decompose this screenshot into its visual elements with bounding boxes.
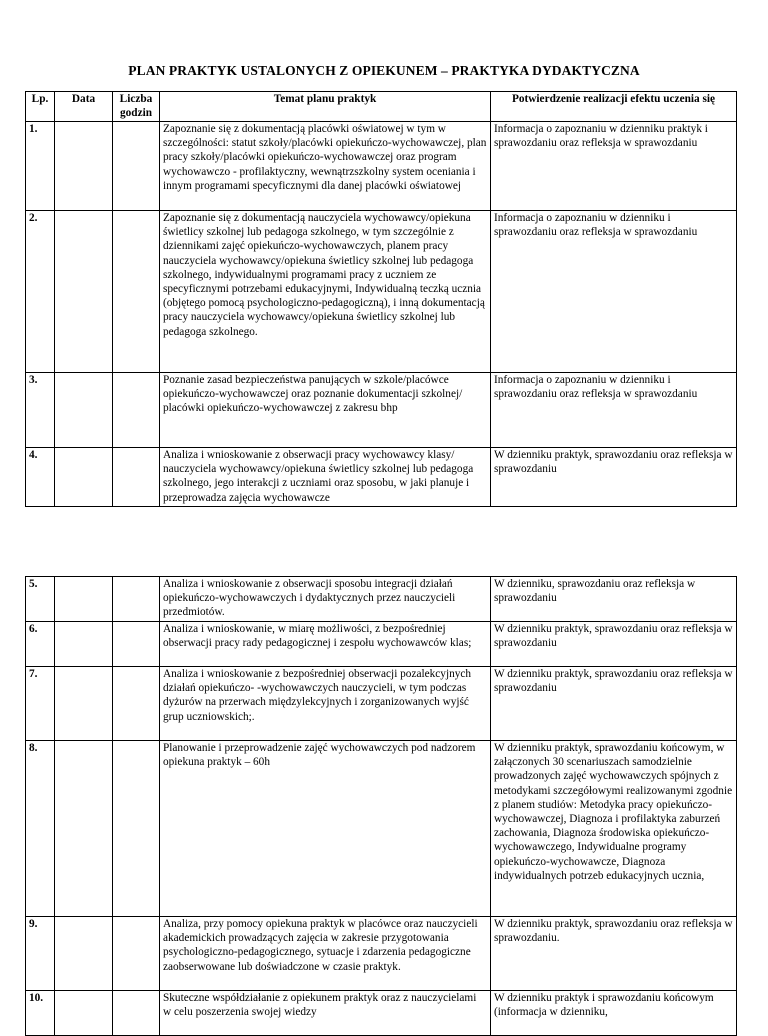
date-cell: [55, 622, 113, 667]
confirmation-cell: W dzienniku, sprawozdaniu oraz refleksja w sprawozdaniu: [491, 577, 737, 622]
hours-cell: [113, 373, 160, 448]
topic-cell: Skuteczne współdziałanie z opiekunem praktyk oraz z nauczycielami w celu poszerzenia swojej wiedzy: [160, 991, 491, 1036]
table-row: [26, 211, 737, 373]
header-lp: Lp.: [26, 92, 55, 122]
hours-cell: [113, 211, 160, 373]
table-row: [26, 622, 737, 667]
date-cell: [55, 577, 113, 622]
date-cell: [55, 373, 113, 448]
topic-cell: Analiza i wnioskowanie, w miarę możliwości, z bezpośredniej obserwacji pracy rady pedagogicznej i zespołu wychowawców klas;: [160, 622, 491, 667]
row-number: 3.: [26, 373, 55, 448]
hours-cell: [113, 741, 160, 917]
table-row: [26, 122, 737, 211]
date-cell: [55, 917, 113, 991]
row-number: 4.: [26, 448, 55, 507]
table-row: [26, 741, 737, 917]
table-header-row: [26, 92, 737, 122]
confirmation-cell: W dzienniku praktyk, sprawozdaniu oraz refleksja w sprawozdaniu: [491, 448, 737, 507]
header-hours: Liczba godzin: [113, 92, 160, 122]
table-row: [26, 917, 737, 991]
confirmation-cell: W dzienniku praktyk, sprawozdaniu oraz refleksja w sprawozdaniu: [491, 622, 737, 667]
row-number: 6.: [26, 622, 55, 667]
table-row: [26, 373, 737, 448]
topic-cell: Zapoznanie się z dokumentacją nauczyciela wychowawcy/opiekuna świetlicy szkolnej lub pedagoga szkolnego, w tym szczególnie z dziennikami zajęć opiekuńczo-wychowawczych, planem pracy nauczyciela wychowawcy/opiekuna świetlicy szkolnej lub pedagoga szkolnego, indywidualnymi programami pracy z uczniem ze specyficznymi potrzebami edukacyjnymi, Indywidualną teczką ucznia (objętego pomocą psychologiczno-pedagogiczną), i inną dokumentacją pracy nauczyciela wychowawcy/opiekuna świetlicy szkolnej lub pedagoga szkolnego.: [160, 211, 491, 373]
table-row: [26, 448, 737, 507]
topic-cell: Poznanie zasad bezpieczeństwa panujących w szkole/placówce opiekuńczo-wychowawczej oraz poznanie dokumentacji szkolnej/ placówki opiekuńczo-wychowawczej z zakresu bhp: [160, 373, 491, 448]
confirmation-cell: W dzienniku praktyk i sprawozdaniu końcowym (informacja w dzienniku,: [491, 991, 737, 1036]
hours-cell: [113, 991, 160, 1036]
date-cell: [55, 211, 113, 373]
confirmation-cell: Informacja o zapoznaniu w dzienniku i sprawozdaniu oraz refleksja w sprawozdaniu: [491, 373, 737, 448]
hours-cell: [113, 577, 160, 622]
confirmation-cell: Informacja o zapoznaniu w dzienniku praktyk i sprawozdaniu oraz refleksja w sprawozdaniu: [491, 122, 737, 211]
row-number: 5.: [26, 577, 55, 622]
page-title: PLAN PRAKTYK USTALONYCH Z OPIEKUNEM – PRAKTYKA DYDAKTYCZNA: [128, 63, 640, 78]
confirmation-cell: Informacja o zapoznaniu w dzienniku i sprawozdaniu oraz refleksja w sprawozdaniu: [491, 211, 737, 373]
topic-cell: Analiza i wnioskowanie z bezpośredniej obserwacji pozalekcyjnych działań opiekuńczo- -wychowawczych nauczycieli, w tym podczas dyżurów na przerwach międzylekcyjnych i zorganizowanych wyjść grup uczniowskich;.: [160, 667, 491, 741]
topic-cell: Analiza i wnioskowanie z obserwacji pracy wychowawcy klasy/ nauczyciela wychowawcy/opiekuna świetlicy szkolnej lub pedagoga szkolnego, jego interakcji z uczniami oraz sposobu, w jaki planuje i przeprowadza zajęcia wychowawcze: [160, 448, 491, 507]
topic-cell: Planowanie i przeprowadzenie zajęć wychowawczych pod nadzorem opiekuna praktyk – 60h: [160, 741, 491, 917]
hours-cell: [113, 667, 160, 741]
date-cell: [55, 448, 113, 507]
practice-plan-table-part1: [25, 91, 737, 507]
table-row: [26, 991, 737, 1036]
row-number: 7.: [26, 667, 55, 741]
row-number: 1.: [26, 122, 55, 211]
row-number: 2.: [26, 211, 55, 373]
row-number: 8.: [26, 741, 55, 917]
hours-cell: [113, 622, 160, 667]
date-cell: [55, 667, 113, 741]
row-number: 10.: [26, 991, 55, 1036]
date-cell: [55, 741, 113, 917]
confirmation-cell: W dzienniku praktyk, sprawozdaniu oraz refleksja w sprawozdaniu: [491, 667, 737, 741]
date-cell: [55, 122, 113, 211]
header-date: Data: [55, 92, 113, 122]
hours-cell: [113, 122, 160, 211]
hours-cell: [113, 448, 160, 507]
confirmation-cell: W dzienniku praktyk, sprawozdaniu oraz refleksja w sprawozdaniu.: [491, 917, 737, 991]
date-cell: [55, 991, 113, 1036]
confirmation-cell: W dzienniku praktyk, sprawozdaniu końcowym, w załączonych 30 scenariuszach samodzielnie prowadzonych zajęć wychowawczych spójnych z metodykami szczegółowymi realizowanymi zgodnie z planem studiów: Metodyka pracy opiekuńczo-wychowawczej, Diagnoza i profilaktyka zaburzeń zachowania, Diagnoza środowiska opiekuńczo-wychowawczego, Indywidualne programy opiekuńczo-wychowawcze, Diagnoza indywidualnych potrzeb edukacyjnych ucznia,: [491, 741, 737, 917]
row-number: 9.: [26, 917, 55, 991]
table-row: [26, 577, 737, 622]
hours-cell: [113, 917, 160, 991]
header-confirmation: Potwierdzenie realizacji efektu uczenia się: [491, 92, 737, 122]
topic-cell: Analiza i wnioskowanie z obserwacji sposobu integracji działań opiekuńczo-wychowawczych i dydaktycznych przez nauczycieli przedmiotów.: [160, 577, 491, 622]
table-row: [26, 667, 737, 741]
practice-plan-table-part2: [25, 576, 737, 1036]
topic-cell: Zapoznanie się z dokumentacją placówki oświatowej w tym w szczególności: statut szkoły/placówki opiekuńczo-wychowawczej, plan pracy szkoły/placówki opiekuńczo-wychowawczej oraz program wychowawczo - profilaktyczny, wewnątrzszkolny system oceniania i innym programami specyficznymi dla danej placówki oświatowej: [160, 122, 491, 211]
header-topic: Temat planu praktyk: [160, 92, 491, 122]
topic-cell: Analiza, przy pomocy opiekuna praktyk w placówce oraz nauczycieli akademickich prowadzących zajęcia w zakresie przygotowania psychologiczno-pedagogicznego, sytuacje i zdarzenia pedagogiczne zaobserwowane lub doświadczone w czasie praktyk.: [160, 917, 491, 991]
